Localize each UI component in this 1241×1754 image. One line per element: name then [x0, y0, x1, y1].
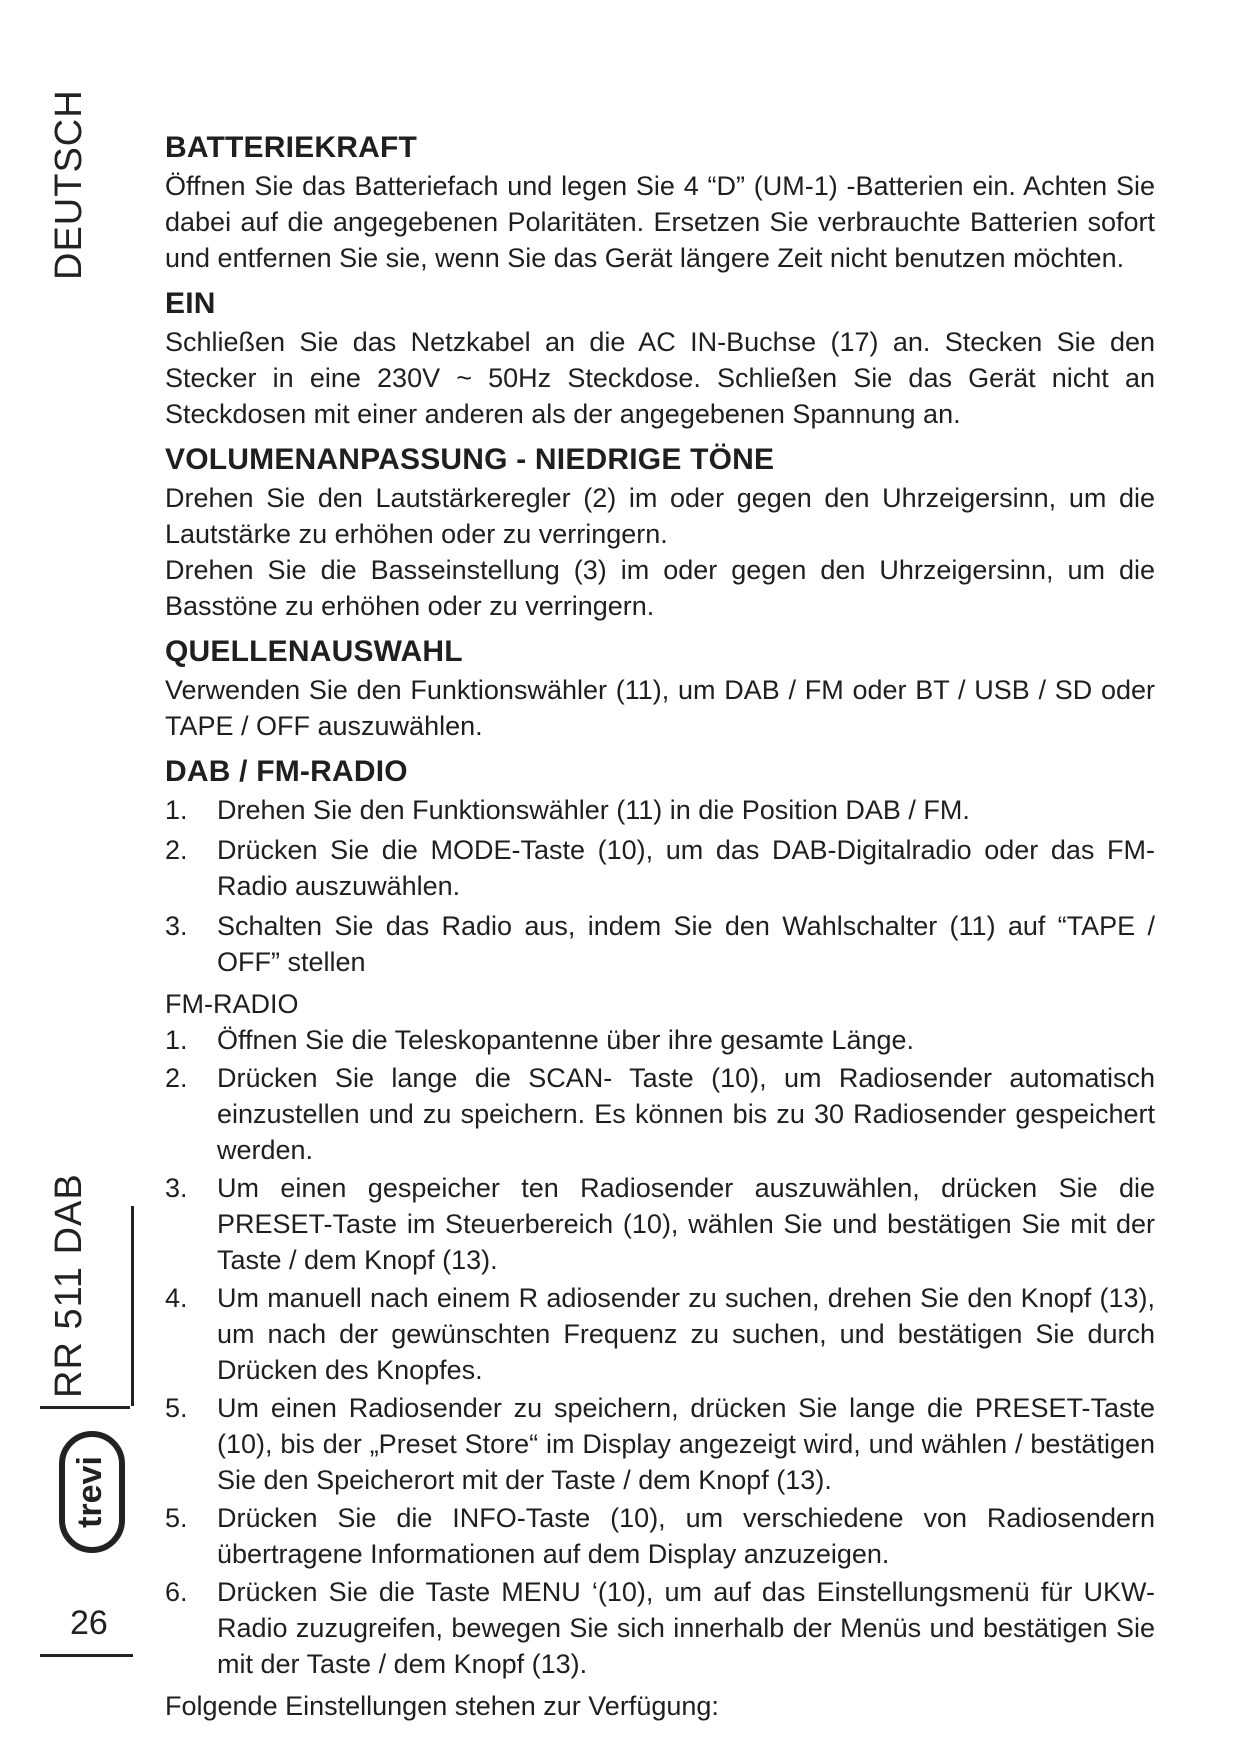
svg-text:trevi: trevi [70, 1456, 109, 1528]
section-heading: QUELLENAUSWAHL [165, 635, 463, 668]
list-item: 4. Um manuell nach einem R adiosender zu suchen, drehen Sie den Knopf (13), um nach der gewünschten Frequenz zu suchen, und bestätigen Sie durch Drücken des Knopfes. [165, 1283, 1155, 1385]
section-heading: BATTERIEKRAFT [165, 131, 418, 164]
fm-radio-steps [165, 1022, 1155, 1682]
list-item: 3. Um einen gespeicher ten Radiosender auszuwählen, drücken Sie die PRESET-Taste im Steuerbereich (10), wählen Sie und bestätigen Sie mit der Taste / dem Knopf (13). [165, 1173, 1155, 1275]
list-item: 6. Drücken Sie die Taste MENU ‘(10), um auf das Einstellungsmenü für UKW-Radio zuzugreifen, bewegen Sie sich innerhalb der Menüs und bestätigen Sie mit der Taste / dem Knopf (13). [165, 1577, 1155, 1679]
dab-fm-steps [165, 792, 1155, 980]
section-heading: VOLUMENANPASSUNG - NIEDRIGE TÖNE [165, 443, 775, 476]
section-paragraph: Drehen Sie die Basseinstellung (3) im oder gegen den Uhrzeigersinn, um die Basstöne zu erhöhen oder zu verringern. [165, 555, 1155, 621]
section-paragraph: Öffnen Sie das Batteriefach und legen Sie 4 “D” (UM-1) -Batterien ein. Achten Sie dabei auf die angegebenen Polaritäten. Ersetzen Sie verbrauchte Batterien sofort und entfernen Sie sie, wenn Sie das Gerät längere Zeit nicht benutzen möchten. [165, 171, 1155, 273]
list-item: 2. Drücken Sie die MODE-Taste (10), um das DAB-Digitalradio oder das FM-Radio auszuwählen. [165, 835, 1155, 901]
list-item: 1. Drehen Sie den Funktionswähler (11) in die Position DAB / FM. [165, 795, 970, 825]
section-heading: DAB / FM-RADIO [165, 755, 408, 788]
list-item: 3. Schalten Sie das Radio aus, indem Sie den Wahlschalter (11) auf “TAPE / OFF” stellen [165, 911, 1155, 977]
section-batteriekraft [165, 128, 1155, 276]
manual-content [165, 128, 1155, 1730]
logo-top-rule [40, 1406, 130, 1409]
section-quellenauswahl [165, 632, 1155, 744]
section-heading: EIN [165, 287, 216, 320]
section-ein [165, 284, 1155, 432]
section-paragraph: Schließen Sie das Netzkabel an die AC IN-Buchse (17) an. Stecken Sie den Stecker in eine 230V ~ 50Hz Steckdose. Schließen Sie das Gerät nicht an Steckdosen mit einer anderen als der angegebenen Spannung an. [165, 327, 1155, 429]
language-label: DEUTSCH [48, 89, 90, 280]
section-volumenanpassung [165, 440, 1155, 624]
section-dab-fm-radio [165, 752, 1155, 980]
settings-intro: Folgende Einstellungen stehen zur Verfügung: [165, 1691, 719, 1721]
trevi-logo [58, 1430, 126, 1554]
page-number: 26 [70, 1604, 108, 1642]
fm-radio-subheading: FM-RADIO [165, 989, 299, 1019]
section-paragraph: Drehen Sie den Lautstärkeregler (2) im oder gegen den Uhrzeigersinn, um die Lautstärke zu erhöhen oder zu verringern. [165, 483, 1155, 549]
section-paragraph: Verwenden Sie den Funktionswähler (11), um DAB / FM oder BT / USB / SD oder TAPE / OFF auszuwählen. [165, 675, 1155, 741]
sidebar-divider [131, 1206, 134, 1406]
list-item: 5. Drücken Sie die INFO-Taste (10), um verschiedene von Radiosendern übertragene Informationen auf dem Display anzuzeigen. [165, 1503, 1155, 1569]
section-fm-radio [165, 986, 1155, 1724]
list-item: 5. Um einen Radiosender zu speichern, drücken Sie lange die PRESET-Taste (10), bis der „Preset Store“ im Display angezeigt wird, und wählen / bestätigen Sie den Speicherort mit der Taste / dem Knopf (13). [165, 1393, 1155, 1495]
list-item: 1. Öffnen Sie die Teleskopantenne über ihre gesamte Länge. [165, 1025, 915, 1055]
list-item: 2. Drücken Sie lange die SCAN- Taste (10), um Radiosender automatisch einzustellen und zu speichern. Es können bis zu 30 Radiosender gespeichert werden. [165, 1063, 1155, 1165]
model-label: RR 511 DAB [48, 1173, 90, 1398]
page-number-rule [40, 1654, 133, 1657]
